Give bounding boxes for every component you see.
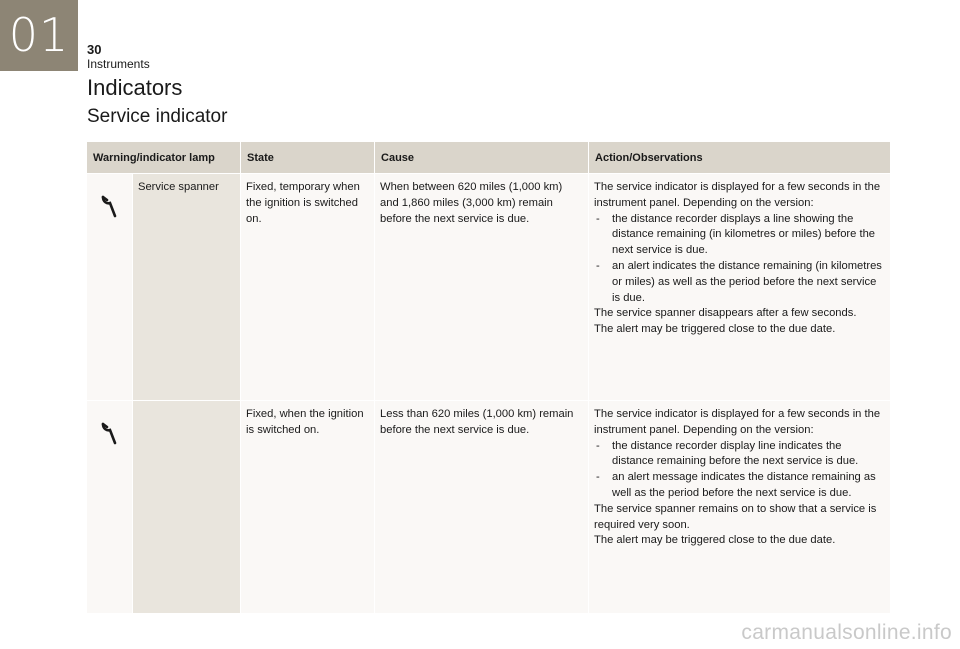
lamp-name: [133, 401, 241, 614]
observation-list: [594, 212, 885, 307]
page-title: Indicators: [87, 75, 183, 100]
chapter-tab: [0, 0, 78, 71]
observation-bullet: - the distance recorder display line indicates the distance remaining before the next service is due.: [594, 439, 885, 471]
spanner-icon: [99, 194, 121, 220]
state-cell: Fixed, temporary when the ignition is switched on.: [241, 174, 375, 401]
table-row: [87, 401, 891, 614]
observation-note: The alert may be triggered close to the due date.: [594, 534, 836, 547]
observation-bullet: - the distance recorder displays a line showing the distance remaining (in kilometres or miles) before the next service is due.: [594, 212, 885, 259]
observation-intro: The service indicator is displayed for a few seconds in the instrument panel. Depending on the version:: [594, 408, 881, 436]
observations-cell: [589, 174, 891, 401]
indicator-table: [87, 142, 891, 614]
table-header-row: [87, 142, 891, 174]
state-cell: Fixed, when the ignition is switched on.: [241, 401, 375, 614]
cause-cell: When between 620 miles (1,000 km) and 1,860 miles (3,000 km) remain before the next service is due.: [375, 174, 589, 401]
observation-note: The alert may be triggered close to the due date.: [594, 323, 836, 336]
column-header-state: State: [241, 142, 375, 174]
column-header-cause: Cause: [375, 142, 589, 174]
lamp-cell: [87, 401, 133, 614]
observation-list: [594, 439, 885, 502]
section-name: Instruments: [87, 57, 150, 71]
page-number: 30: [87, 42, 102, 57]
lamp-name: Service spanner: [133, 174, 241, 401]
column-header-lamp: Warning/indicator lamp: [87, 142, 241, 174]
observation-intro: The service indicator is displayed for a few seconds in the instrument panel. Depending on the version:: [594, 181, 881, 209]
watermark: carmanualsonline.info: [741, 621, 952, 644]
spanner-icon: [99, 421, 121, 447]
chapter-number: 01: [8, 8, 70, 62]
observation-note: The service spanner remains on to show that a service is required very soon.: [594, 502, 877, 531]
column-header-observations: Action/Observations: [589, 142, 891, 174]
observations-cell: [589, 401, 891, 614]
page-subtitle: Service indicator: [87, 106, 228, 127]
observation-bullet: - an alert indicates the distance remaining (in kilometres or miles) as well as the period before the next service is due.: [594, 259, 885, 306]
observation-note: The service spanner disappears after a few seconds.: [594, 307, 857, 320]
lamp-cell: [87, 174, 133, 401]
table-row: [87, 174, 891, 401]
observation-bullet: - an alert message indicates the distance remaining as well as the period before the next service is due.: [594, 470, 885, 502]
cause-cell: Less than 620 miles (1,000 km) remain before the next service is due.: [375, 401, 589, 614]
